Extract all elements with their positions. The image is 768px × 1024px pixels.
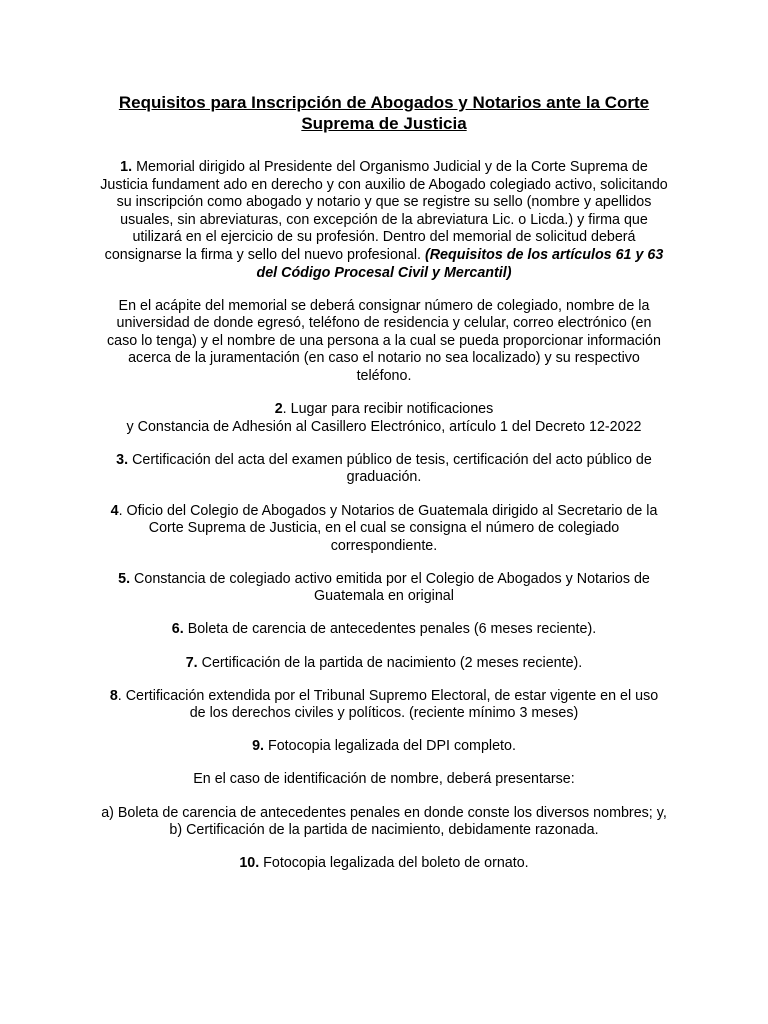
document-title: Requisitos para Inscripción de Abogados y Notarios ante la Corte Suprema de Justicia bbox=[118, 93, 650, 133]
requirement-number: 2 bbox=[274, 401, 283, 418]
identification-options bbox=[100, 805, 668, 840]
requirement-number: 5. bbox=[118, 570, 131, 587]
requirement-7 bbox=[100, 655, 668, 673]
requirement-text: . Oficio del Colegio de Abogados y Notarios de Guatemala dirigido al Secretario de la Corte Suprema de Justicia, en el cual se consigna el número de colegiado correspondiente. bbox=[118, 502, 658, 554]
requirement-text: Fotocopia legalizada del DPI completo. bbox=[264, 738, 516, 755]
requirement-3 bbox=[100, 452, 668, 487]
requirement-text: Certificación del acta del examen público de tesis, certificación del acto público de graduación. bbox=[128, 451, 652, 486]
requirement-5 bbox=[100, 571, 668, 606]
requirement-number: 10. bbox=[239, 855, 260, 872]
requirement-4 bbox=[100, 503, 668, 556]
requirement-text: . Lugar para recibir notificaciones bbox=[282, 401, 494, 418]
requirement-2 bbox=[100, 401, 668, 436]
requirement-number: 9. bbox=[252, 738, 264, 755]
requirement-number: 7. bbox=[185, 654, 198, 671]
requirement-number: 6. bbox=[171, 621, 184, 638]
requirement-number: 8 bbox=[109, 687, 118, 704]
legal-reference: (Requisitos de los artículos 61 y 63 del Código Procesal Civil y Mercantil) bbox=[256, 246, 664, 281]
identification-intro: En el caso de identificación de nombre, deberá presentarse: bbox=[193, 771, 575, 788]
requirement-1 bbox=[100, 159, 668, 282]
requirement-text-line2: y Constancia de Adhesión al Casillero Electrónico, artículo 1 del Decreto 12-2022 bbox=[126, 418, 642, 435]
requirement-text: Fotocopia legalizada del boleto de ornato. bbox=[259, 855, 529, 872]
identification-option-a: a) Boleta de carencia de antecedentes penales en donde conste los diversos nombres; y, bbox=[101, 804, 667, 821]
document-page bbox=[100, 92, 668, 888]
requirement-number: 1. bbox=[120, 159, 133, 175]
requirement-text: . Certificación extendida por el Tribunal Supremo Electoral, de estar vigente en el uso de los derechos civiles y políticos. (reciente mínimo 3 meses) bbox=[117, 687, 659, 722]
requirement-10 bbox=[100, 855, 668, 873]
requirement-6 bbox=[100, 621, 668, 639]
memorial-note: En el acápite del memorial se deberá consignar número de colegiado, nombre de la universidad de donde egresó, teléfono de residencia y celular, correo electrónico (en caso lo tenga) y el nombre de una persona a la cual se pueda proporcionar información acerca de la juramentación (en caso el notario no sea localizado) y su respectivo teléfono. bbox=[107, 297, 661, 385]
requirement-9 bbox=[100, 738, 668, 756]
identification-option-b: b) Certificación de la partida de nacimiento, debidamente razonada. bbox=[169, 822, 599, 839]
requirement-text: Constancia de colegiado activo emitida por el Colegio de Abogados y Notarios de Guatemala en original bbox=[130, 570, 650, 605]
requirement-8 bbox=[100, 688, 668, 723]
requirement-number: 4 bbox=[110, 502, 119, 519]
requirement-number: 3. bbox=[116, 451, 129, 468]
requirement-text: Boleta de carencia de antecedentes penales (6 meses reciente). bbox=[183, 621, 597, 638]
requirement-text: Certificación de la partida de nacimiento (2 meses reciente). bbox=[197, 654, 583, 671]
requirement-text: Memorial dirigido al Presidente del Organismo Judicial y de la Corte Suprema de Justicia fundament ado en derecho y con auxilio de Abogado colegiado activo, solicitando su inscripción como abogado y notario y que se registre su sello (nombre y apellidos usuales, sin abreviaturas, con excepción de la abreviatura Lic. o Licda.) y firma que utilizará en el ejercicio de su profesión. Dentro del memorial de solicitud deberá consignarse la firma y sello del nuevo profesional. bbox=[100, 159, 668, 263]
